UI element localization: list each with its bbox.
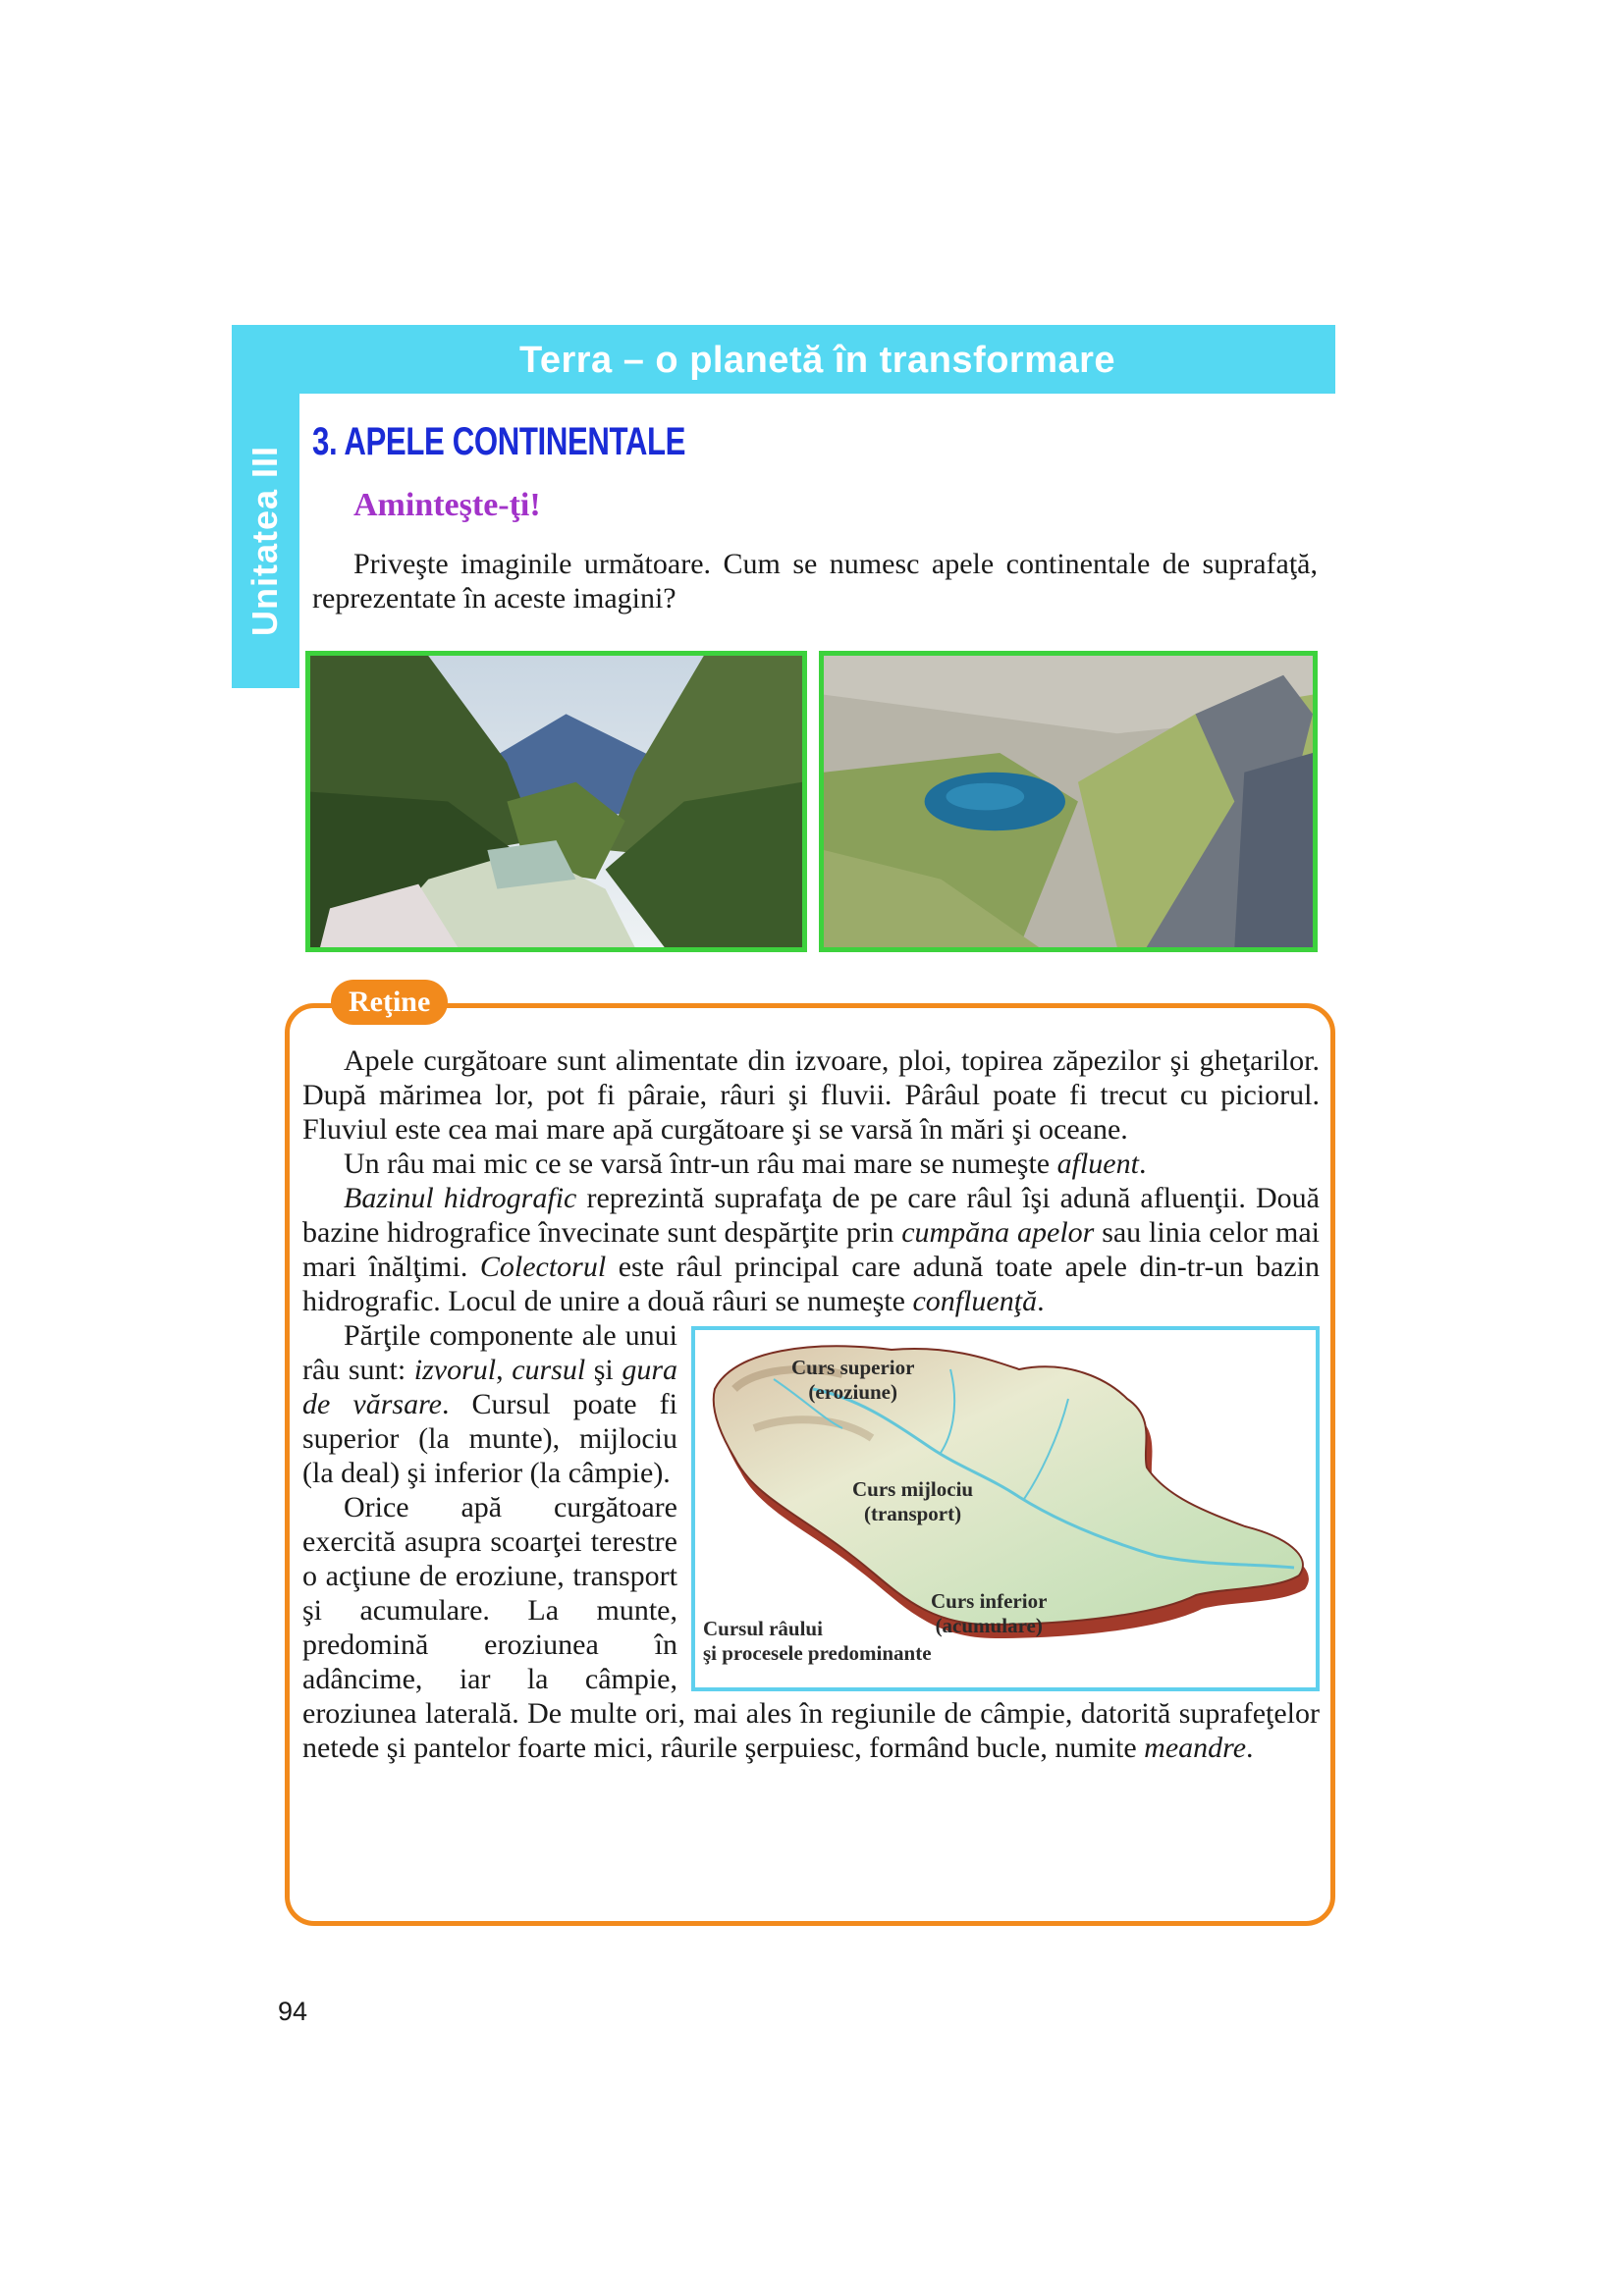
term-izvorul: izvorul — [413, 1354, 497, 1386]
diagram-caption-line-1: Cursul râului — [703, 1617, 823, 1640]
upper-course-label — [791, 1356, 914, 1405]
text-run: reprezintă suprafaţa de pe care râul îşi adună afluenţii. Două bazine hidrografice învecinate sunt despărţite prin — [302, 1182, 1320, 1249]
text-run: este râul principal care adună toate apele din-tr-un bazin hidrografic. Locul de unire a două râuri se numeşte — [302, 1251, 1320, 1317]
river-course-diagram — [691, 1326, 1320, 1691]
retine-label: Reţine — [331, 980, 448, 1025]
text-run: Un râu mai mic ce se varsă într-un râu mai mare se numeşte — [344, 1148, 1057, 1180]
text-run: şi — [585, 1354, 622, 1386]
unit-side-tab-label-wrap — [232, 394, 299, 688]
term-bazin-hidrografic: Bazinul hidrografic — [344, 1182, 577, 1214]
diagram-caption-line-2: şi procesele predominante — [703, 1641, 932, 1665]
term-cursul: cursul — [512, 1354, 586, 1386]
question-text: Priveşte imaginile următoare. Cum se numesc apele continentale de suprafaţă, reprezentate în aceste imagini? — [312, 548, 1318, 614]
upper-course-title: Curs superior — [791, 1356, 915, 1379]
unit-side-tab-label: Unitatea III — [244, 445, 286, 637]
upper-course-process: (eroziune) — [808, 1380, 897, 1404]
diagram-caption — [703, 1617, 932, 1666]
text-run: Orice apă curgătoare exercită asupra scoarţei terestre o acţiune de eroziune, transport şi acumulare. La munte, predomină eroziunea în adâncime, iar la câmpie, eroziunea laterală. De multe ori, mai ales în regiunile de câmpie, datorită suprafeţelor netede şi pantelor foarte mici, râurile şerpuiesc, formând bucle, numite — [302, 1491, 1320, 1764]
term-gura-de-varsare: gura de vărsare — [302, 1354, 678, 1420]
lower-course-title: Curs inferior — [931, 1589, 1048, 1613]
running-header-title: Terra – o planetă în transformare — [518, 340, 1116, 381]
lower-course-process: (acumulare) — [935, 1614, 1043, 1637]
mountain-lake-photo — [819, 651, 1318, 952]
retine-paragraph-1: Apele curgătoare sunt alimentate din izvoare, ploi, topirea zăpezilor şi gheţarilor. După mărimea lor, pot fi pâraie, râuri şi fluvii. Pârâul poate fi trecut cu piciorul. Fluviul este cea mai mare apă curgătoare şi se varsă în mări şi oceane. — [302, 1044, 1320, 1146]
retine-paragraph-2 — [302, 1147, 1320, 1181]
text-run: . — [1037, 1285, 1045, 1317]
remember-heading: Aminteşte-ţi! — [353, 487, 541, 523]
middle-course-label — [852, 1477, 973, 1526]
text-run: . — [1246, 1732, 1254, 1764]
river-valley-photo — [305, 651, 807, 952]
middle-course-title: Curs mijlociu — [852, 1477, 974, 1501]
chapter-title: 3. APELE CONTINENTALE — [312, 420, 686, 463]
retine-paragraph-3 — [302, 1181, 1320, 1318]
term-meandre: meandre — [1144, 1732, 1247, 1764]
middle-course-process: (transport) — [863, 1502, 962, 1525]
text-run: sau linia celor mai mari înălţimi. — [302, 1216, 1320, 1283]
term-confluenta: confluenţă — [912, 1285, 1038, 1317]
text-run: , — [496, 1354, 513, 1386]
term-afluent: afluent — [1056, 1148, 1139, 1180]
text-run: . — [1138, 1148, 1147, 1180]
lower-course-label — [931, 1589, 1047, 1638]
page-number: 94 — [278, 1997, 308, 2026]
text-run: . Cursul poate fi superior (la munte), mijlociu (la deal) şi inferior (la câmpie). — [302, 1388, 677, 1489]
retine-text — [302, 1043, 1320, 1765]
text-run: Părţile componente ale unui râu sunt: — [302, 1319, 677, 1386]
term-colectorul: Colectorul — [479, 1251, 607, 1283]
term-cumpana-apelor: cumpăna apelor — [901, 1216, 1095, 1249]
